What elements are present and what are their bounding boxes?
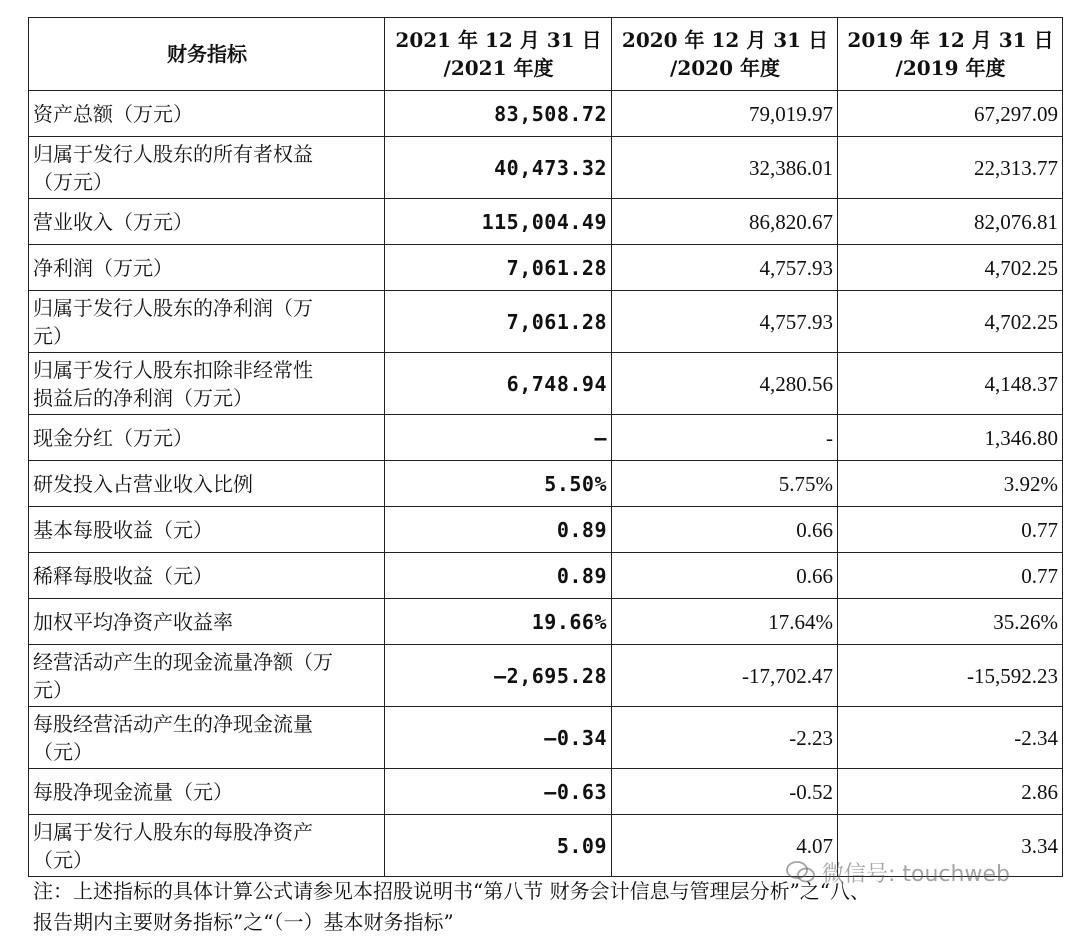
- table-row: [29, 415, 1063, 461]
- watermark: [786, 852, 1076, 892]
- value-2020: 4,757.93: [612, 245, 838, 291]
- value-2019: 3.92%: [838, 461, 1063, 507]
- row-label: [29, 291, 385, 353]
- table-row: [29, 353, 1063, 415]
- value-2020: 32,386.01: [612, 137, 838, 199]
- row-label: [29, 769, 385, 815]
- row-label: [29, 461, 385, 507]
- row-label: [29, 199, 385, 245]
- row-label: [29, 353, 385, 415]
- value-2019: 67,297.09: [838, 91, 1063, 137]
- value-2019: 2.86: [838, 769, 1063, 815]
- value-2019: 4,702.25: [838, 245, 1063, 291]
- row-label-line: 营业收入（万元）: [33, 209, 193, 234]
- row-label-line: 经营活动产生的现金流量净额（万: [33, 649, 333, 674]
- row-label-line: 归属于发行人股东扣除非经常性: [33, 357, 313, 382]
- row-label: [29, 815, 385, 877]
- header-line: /2020 年度: [670, 56, 780, 80]
- table-row: [29, 199, 1063, 245]
- row-label-line: 归属于发行人股东的每股净资产: [33, 819, 313, 844]
- value-2021: 5.09: [385, 815, 612, 877]
- row-label-line: 每股净现金流量（元）: [33, 779, 233, 804]
- header-2020: [612, 18, 838, 91]
- row-label: [29, 707, 385, 769]
- value-2021: 6,748.94: [385, 353, 612, 415]
- table-row: [29, 461, 1063, 507]
- value-2021: –2,695.28: [385, 645, 612, 707]
- table-row: [29, 507, 1063, 553]
- value-2019: 4,148.37: [838, 353, 1063, 415]
- value-2021: –: [385, 415, 612, 461]
- value-2021: 115,004.49: [385, 199, 612, 245]
- value-2021: –0.63: [385, 769, 612, 815]
- row-label-line: 净利润（万元）: [33, 255, 173, 280]
- row-label-line: 归属于发行人股东的所有者权益: [33, 141, 313, 166]
- value-2021: 7,061.28: [385, 245, 612, 291]
- table-row: [29, 137, 1063, 199]
- header-2019: [838, 18, 1063, 91]
- row-label: [29, 137, 385, 199]
- value-2020: 5.75%: [612, 461, 838, 507]
- value-2021: 7,061.28: [385, 291, 612, 353]
- value-2021: 83,508.72: [385, 91, 612, 137]
- row-label-line: 元）: [33, 323, 73, 348]
- watermark-text: 微信号: touchweb: [822, 861, 1010, 887]
- table-header-row: [29, 18, 1063, 91]
- value-2020: 4,757.93: [612, 291, 838, 353]
- row-label: [29, 415, 385, 461]
- value-2020: 0.66: [612, 507, 838, 553]
- header-indicator: [29, 18, 385, 91]
- financial-indicators-table: [28, 17, 1063, 877]
- value-2021: 0.89: [385, 553, 612, 599]
- value-2021: 40,473.32: [385, 137, 612, 199]
- value-2020: 4.07: [612, 815, 838, 877]
- value-2021: –0.34: [385, 707, 612, 769]
- header-line: 2021 年 12 月 31 日: [395, 28, 602, 52]
- value-2020: 4,280.56: [612, 353, 838, 415]
- value-2019: 22,313.77: [838, 137, 1063, 199]
- value-2020: 79,019.97: [612, 91, 838, 137]
- header-line: /2019 年度: [895, 56, 1006, 80]
- value-2020: -2.23: [612, 707, 838, 769]
- value-2020: -: [612, 415, 838, 461]
- value-2019: 0.77: [838, 507, 1063, 553]
- value-2019: 1,346.80: [838, 415, 1063, 461]
- value-2020: 17.64%: [612, 599, 838, 645]
- header-line: 财务指标: [167, 42, 247, 66]
- value-2019: -15,592.23: [838, 645, 1063, 707]
- row-label: [29, 553, 385, 599]
- footnote-line-2: 报告期内主要财务指标”之“（一）基本财务指标”: [33, 910, 454, 934]
- value-2019: 4,702.25: [838, 291, 1063, 353]
- row-label: [29, 645, 385, 707]
- row-label-line: （元）: [33, 847, 93, 872]
- value-2019: -2.34: [838, 707, 1063, 769]
- value-2021: 5.50%: [385, 461, 612, 507]
- value-2019: 3.34: [838, 815, 1063, 877]
- row-label: [29, 91, 385, 137]
- table-row: [29, 599, 1063, 645]
- wechat-icon: [786, 860, 816, 884]
- table-row: [29, 291, 1063, 353]
- value-2020: 86,820.67: [612, 199, 838, 245]
- table-row: [29, 769, 1063, 815]
- value-2019: 82,076.81: [838, 199, 1063, 245]
- row-label-line: （元）: [33, 739, 93, 764]
- row-label-line: 加权平均净资产收益率: [33, 609, 233, 634]
- value-2020: 0.66: [612, 553, 838, 599]
- row-label: [29, 599, 385, 645]
- table-row: [29, 645, 1063, 707]
- row-label-line: （万元）: [33, 169, 113, 194]
- value-2020: -0.52: [612, 769, 838, 815]
- row-label-line: 现金分红（万元）: [33, 425, 193, 450]
- row-label-line: 每股经营活动产生的净现金流量: [33, 711, 313, 736]
- value-2019: 35.26%: [838, 599, 1063, 645]
- table-row: [29, 553, 1063, 599]
- value-2019: 0.77: [838, 553, 1063, 599]
- table-row: [29, 707, 1063, 769]
- header-line: 2019 年 12 月 31 日: [847, 28, 1054, 52]
- row-label-line: 资产总额（万元）: [33, 101, 193, 126]
- header-line: /2021 年度: [443, 56, 554, 80]
- row-label-line: 稀释每股收益（元）: [33, 563, 213, 588]
- row-label-line: 元）: [33, 677, 73, 702]
- table-row: [29, 91, 1063, 137]
- row-label-line: 损益后的净利润（万元）: [33, 385, 253, 410]
- value-2020: -17,702.47: [612, 645, 838, 707]
- header-line: 2020 年 12 月 31 日: [621, 28, 829, 52]
- row-label-line: 归属于发行人股东的净利润（万: [33, 295, 313, 320]
- value-2021: 0.89: [385, 507, 612, 553]
- footnote-line-1: 注：上述指标的具体计算公式请参见本招股说明书“第八节 财务会计信息与管理层分析”之“八、: [33, 879, 871, 903]
- row-label: [29, 507, 385, 553]
- row-label-line: 研发投入占营业收入比例: [33, 471, 253, 496]
- table-row: [29, 245, 1063, 291]
- row-label: [29, 245, 385, 291]
- value-2021: 19.66%: [385, 599, 612, 645]
- header-2021: [385, 18, 612, 91]
- row-label-line: 基本每股收益（元）: [33, 517, 213, 542]
